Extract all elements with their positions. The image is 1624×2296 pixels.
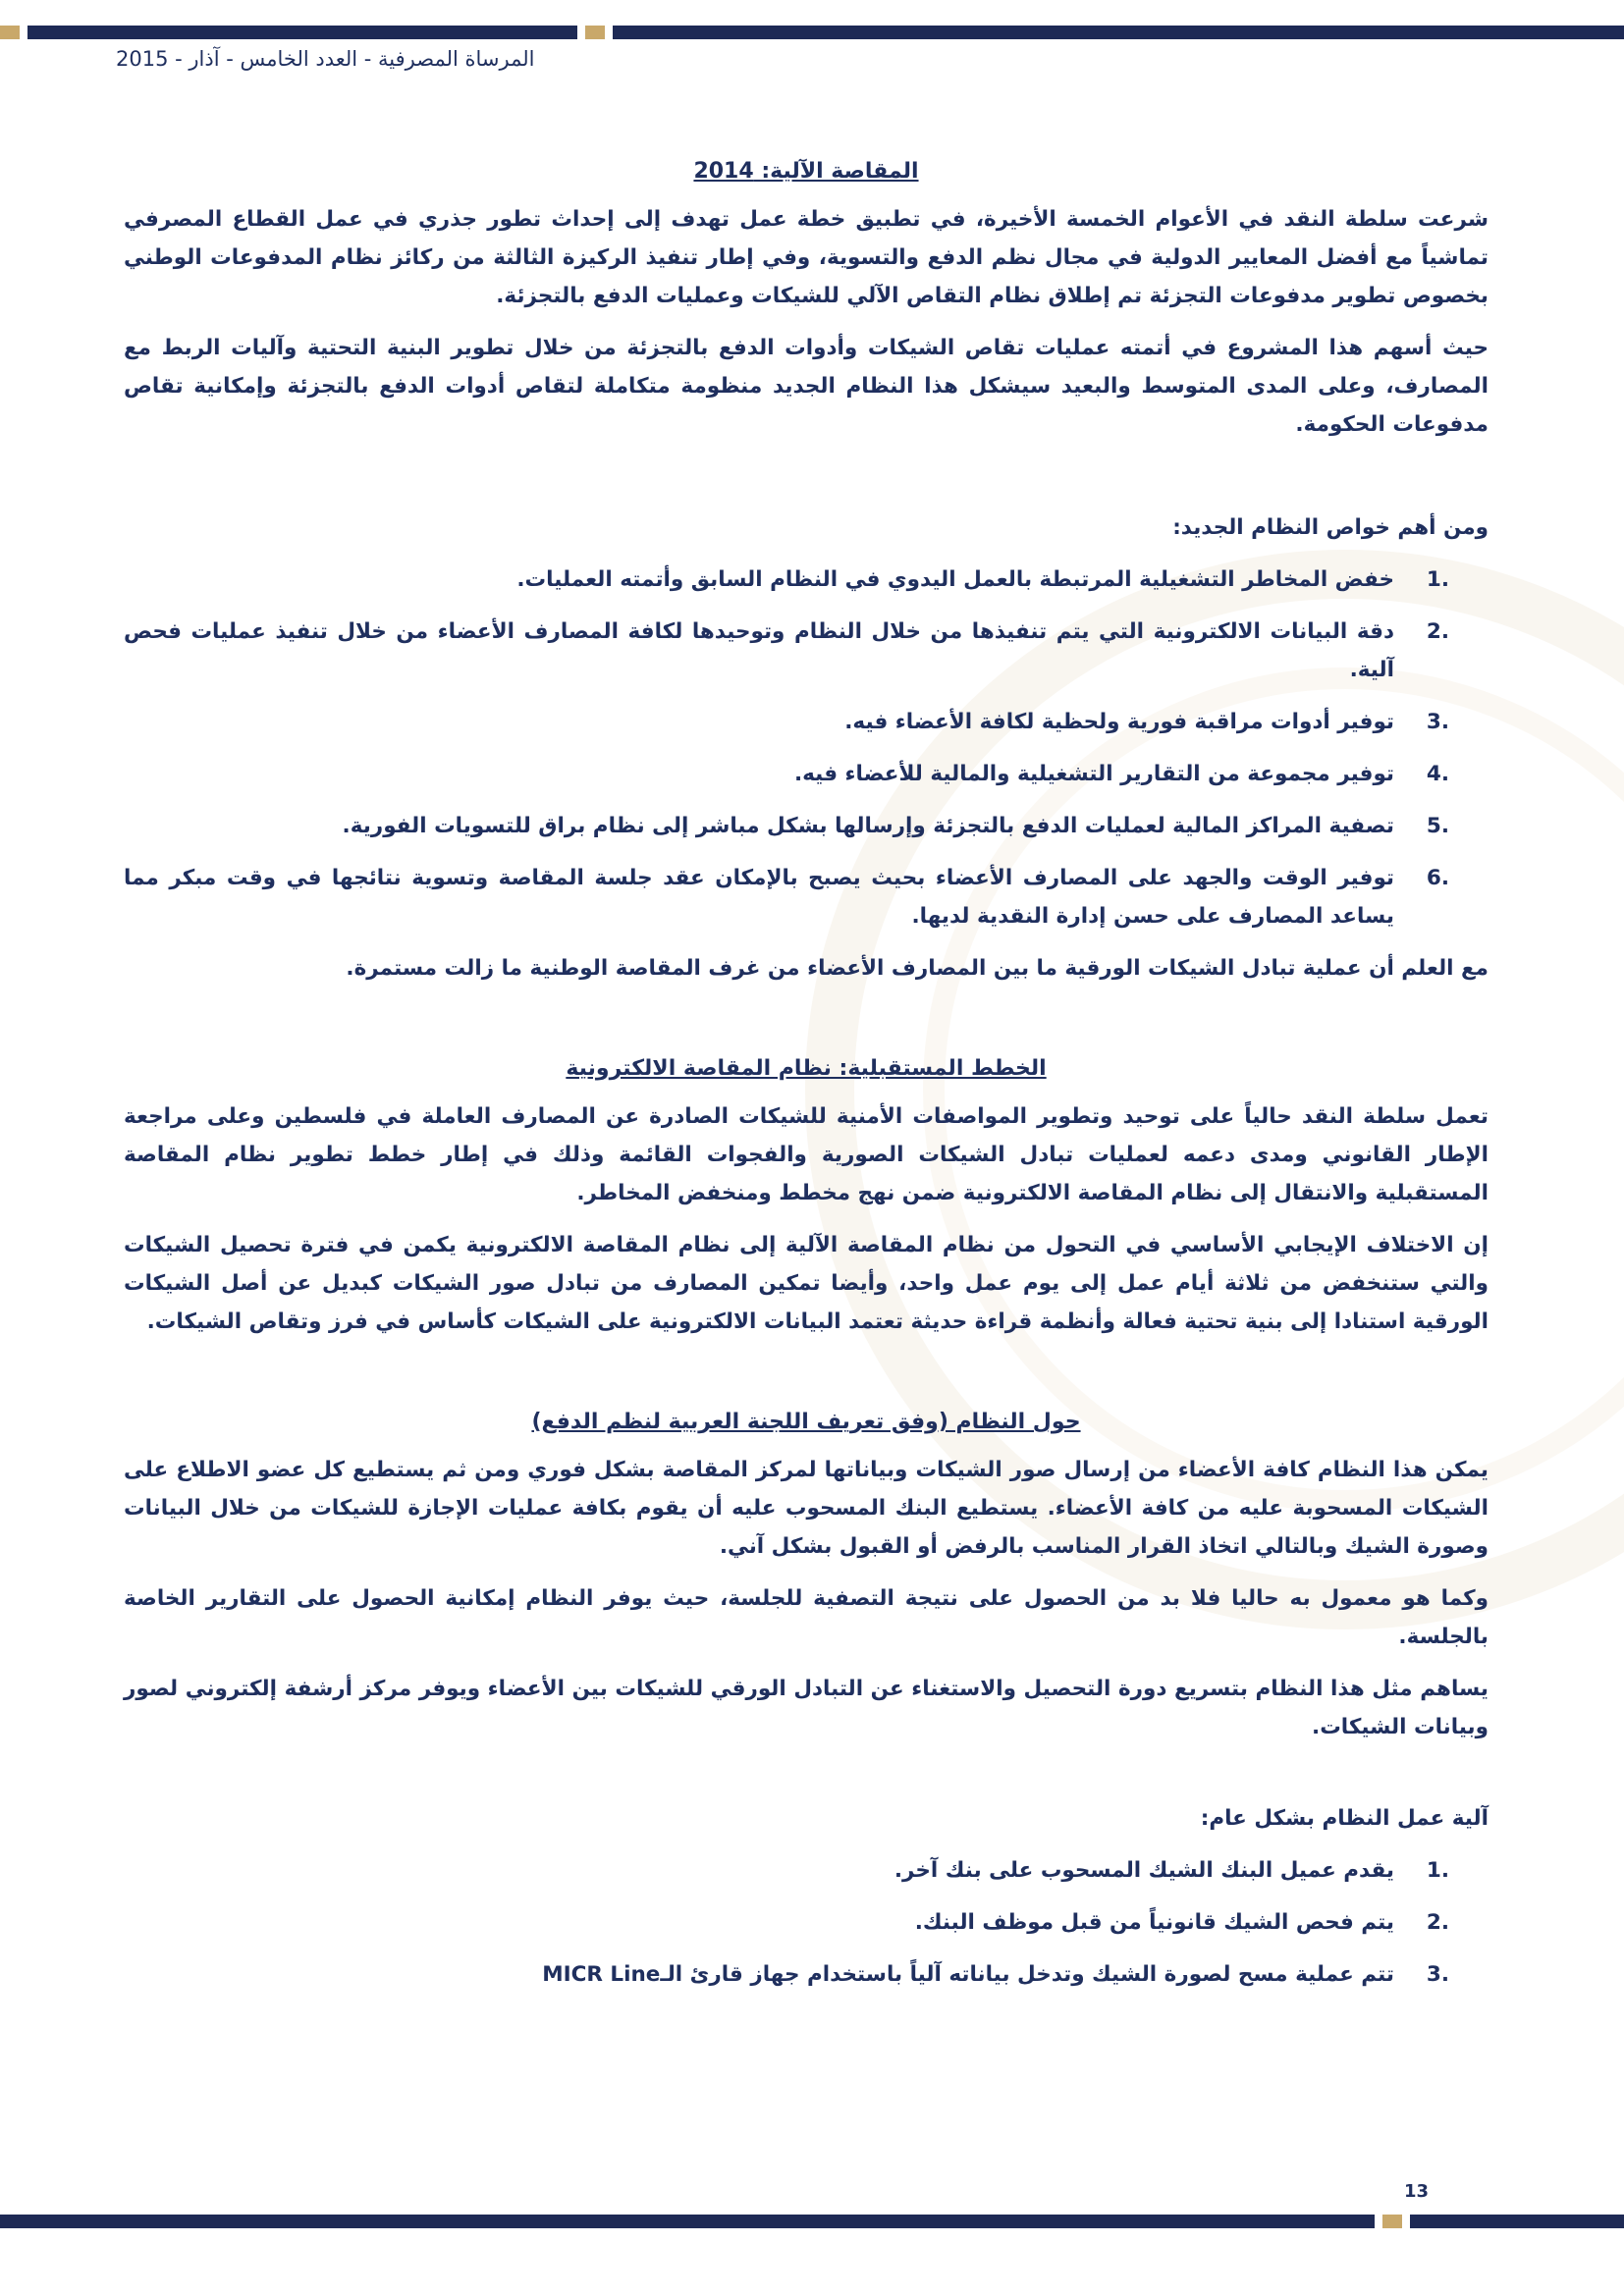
spacer: [124, 1001, 1489, 1052]
section3-paragraph-2: وكما هو معمول به حاليا فلا بد من الحصول على نتيجة التصفية للجلسة، حيث يوفر النظام إمكانية الحصول على التقارير الخاصة بالجلسة.: [124, 1586, 1489, 1649]
list-item: [124, 807, 1489, 845]
features-intro: ومن أهم خواص النظام الجديد:: [1172, 515, 1489, 540]
list-text: توفير أدوات مراقبة فورية ولحظية لكافة الأعضاء فيه.: [844, 710, 1394, 734]
list-text: تصفية المراكز المالية لعمليات الدفع بالتجزئة وإرسالها بشكل مباشر إلى نظام براق للتسويات الفورية.: [342, 814, 1394, 838]
list-number: .6: [1426, 866, 1449, 890]
list-item: [124, 561, 1489, 599]
top-navy-bar-right: [613, 26, 1624, 39]
section2-paragraph-2: إن الاختلاف الإيجابي الأساسي في التحول من نظام المقاصة الآلية إلى نظام المقاصة الالكترونية يكمن في فترة تحصيل الشيكات والتي ستنخفض من ثلاثة أيام عمل إلى يوم عمل واحد، وأيضا تمكين المصارف من تبادل صور الشيكات كبديل عن أصل الشيكات الورقية استنادا إلى بنية تحتية فعالة وأنظمة قراءة حديثة تعتمد البيانات الالكترونية على الشيكات كأساس في فرز وتقاص الشيكات.: [124, 1233, 1489, 1334]
list-number: .2: [1426, 619, 1449, 644]
list-text: يتم فحص الشيك قانونياً من قبل موظف البنك.: [914, 1910, 1394, 1935]
list-item: [124, 613, 1489, 689]
page-number: 13: [1404, 2181, 1430, 2202]
section3-paragraph-1: يمكن هذا النظام كافة الأعضاء من إرسال صور الشيكات وبياناتها لمركز المقاصة بشكل فوري ومن ثم يستطيع كل عضو الاطلاع على الشيكات المسحوبة عليه من كافة الأعضاء. يستطيع البنك المسحوب عليه أن يقوم بكافة عمليات الإجازة للشيكات من خلال البيانات وصورة الشيك وبالتالي اتخاذ القرار المناسب بالرفض أو القبول بشكل آني.: [124, 1458, 1489, 1559]
list-text: تتم عملية مسح لصورة الشيك وتدخل بياناته آلياً باستخدام جهاز قارئ الـMICR Line: [542, 1962, 1394, 1987]
list-text: توفير مجموعة من التقارير التشغيلية والمالية للأعضاء فيه.: [793, 762, 1394, 786]
list-text: توفير الوقت والجهد على المصارف الأعضاء بحيث يصبح بالإمكان عقد جلسة المقاصة وتسوية نتائجها في وقت مبكر مما يساعد المصارف على حسن إدارة النقدية لديها.: [124, 866, 1394, 929]
list-number: .3: [1426, 1962, 1449, 1987]
bottom-navy-bar-left: [0, 2215, 1375, 2228]
header-title: المرساة المصرفية - العدد الخامس - آذار - 2015: [116, 47, 535, 71]
list-text: خفض المخاطر التشغيلية المرتبطة بالعمل اليدوي في النظام السابق وأتمته العمليات.: [516, 567, 1394, 592]
mechanism-intro: آلية عمل النظام بشكل عام:: [1200, 1806, 1489, 1831]
article-body: [124, 155, 1489, 2007]
section1-paragraph-2: حيث أسهم هذا المشروع في أتمته عمليات تقاص الشيكات وأدوات الدفع بالتجزئة من خلال تطوير البنية التحتية وآليات الربط مع المصارف، وعلى المدى المتوسط والبعيد سيشكل هذا النظام الجديد منظومة متكاملة لتقاص أدوات الدفع بالتجزئة وإمكانية تقاص مدفوعات الحكومة.: [124, 336, 1489, 437]
list-item: [124, 755, 1489, 793]
list-item: [124, 703, 1489, 741]
list-item: [124, 1955, 1489, 1994]
list-number: .1: [1426, 567, 1449, 592]
section1-note: مع العلم أن عملية تبادل الشيكات الورقية ما بين المصارف الأعضاء من غرف المقاصة الوطنية ما زالت مستمرة.: [346, 956, 1489, 981]
list-number: .3: [1426, 710, 1449, 734]
list-item: [124, 1851, 1489, 1890]
section2-paragraph-1: تعمل سلطة النقد حالياً على توحيد وتطوير المواصفات الأمنية للشيكات الصادرة عن المصارف العاملة في فلسطين وعلى مراجعة الإطار القانوني ومدى دعمه لعمليات تبادل الشيكات الصورية والفجوات القائمة وذلك في إطار خطط تطوير نظام المقاصة المستقبلية والانتقال إلى نظام المقاصة الالكترونية ضمن نهج مخطط ومنخفض المخاطر.: [124, 1104, 1489, 1205]
spacer: [124, 457, 1489, 508]
bottom-navy-bar-right: [1410, 2215, 1624, 2228]
top-gold-bar-left: [0, 26, 20, 39]
section1-paragraph-1: شرعت سلطة النقد في الأعوام الخمسة الأخيرة، في تطبيق خطة عمل تهدف إلى إحداث تطور جذري في عمل القطاع المصرفي تماشياً مع أفضل المعايير الدولية في مجال نظم الدفع والتسوية، وفي إطار تنفيذ الركيزة الثالثة من ركائز نظام المدفوعات الوطني بخصوص تطوير مدفوعات التجزئة تم إطلاق نظام التقاص الآلي للشيكات وعمليات الدفع بالتجزئة.: [124, 207, 1489, 308]
list-text: دقة البيانات الالكترونية التي يتم تنفيذها من خلال النظام وتوحيدها لكافة المصارف الأعضاء من خلال تنفيذ عمليات فحص آلية.: [124, 619, 1394, 682]
top-navy-bar-left: [27, 26, 577, 39]
list-number: .1: [1426, 1858, 1449, 1883]
list-number: .5: [1426, 814, 1449, 838]
bottom-gold-bar: [1382, 2215, 1402, 2228]
top-gold-bar-mid: [585, 26, 605, 39]
section1-heading: المقاصة الآلية: 2014: [693, 159, 919, 184]
features-list: [124, 561, 1489, 935]
section3-heading: حول النظام (وفق تعريف اللجنة العربية لنظم الدفع): [531, 1410, 1081, 1434]
spacer: [124, 1355, 1489, 1406]
list-item: [124, 859, 1489, 935]
list-number: .4: [1426, 762, 1449, 786]
list-number: .2: [1426, 1910, 1449, 1935]
list-text: يقدم عميل البنك الشيك المسحوب على بنك آخر.: [893, 1858, 1394, 1883]
list-item: [124, 1903, 1489, 1942]
section2-heading: الخطط المستقبلية: نظام المقاصة الالكترونية: [566, 1056, 1047, 1081]
section3-paragraph-3: يساهم مثل هذا النظام بتسريع دورة التحصيل والاستغناء عن التبادل الورقي للشيكات بين الأعضاء ويوفر مركز أرشفة إلكتروني لصور وبيانات الشيكات.: [124, 1677, 1489, 1739]
steps-list: [124, 1851, 1489, 1994]
spacer: [124, 1760, 1489, 1799]
